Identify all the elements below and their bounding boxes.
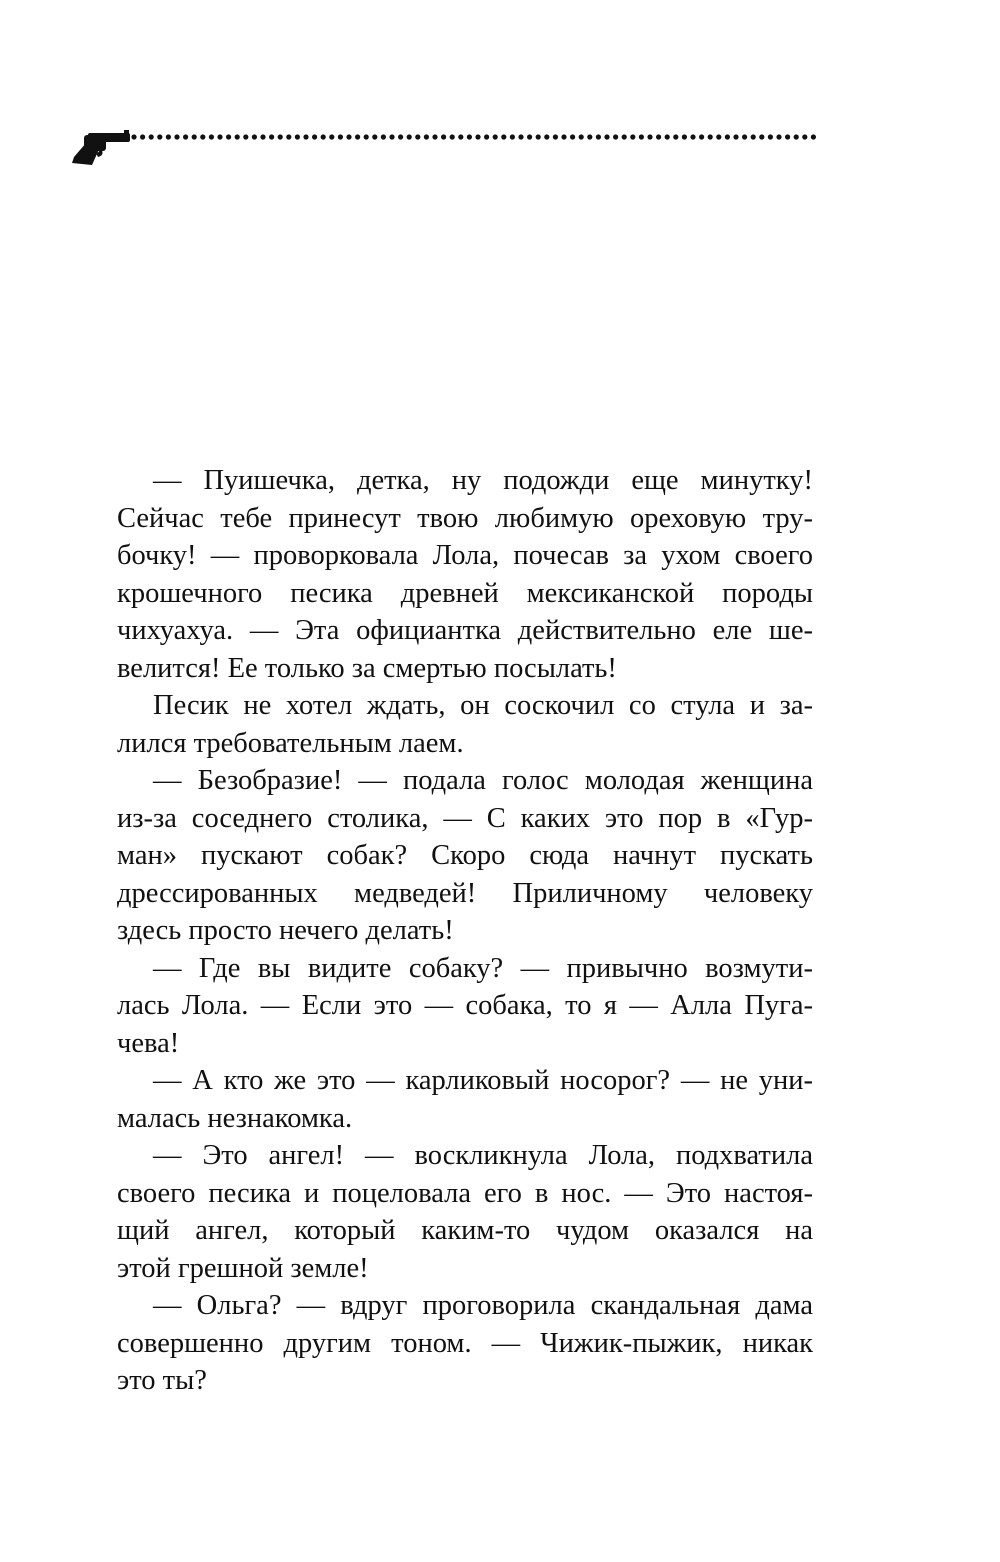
text-line: Сейчас тебе принесут твою любимую ореховую тру- xyxy=(117,502,813,534)
text-line: этой грешной земле! xyxy=(117,1252,369,1284)
text-line: своего песика и поцеловала его в нос. — Это настоя- xyxy=(117,1177,813,1209)
rule-dot xyxy=(742,134,747,139)
rule-dot xyxy=(286,134,291,139)
rule-dot xyxy=(467,134,472,139)
rule-dot xyxy=(587,134,592,139)
rule-dot xyxy=(759,134,764,139)
rule-dot xyxy=(811,134,816,139)
rule-dot xyxy=(673,134,678,139)
rule-dot xyxy=(475,134,480,139)
rule-dot xyxy=(424,134,429,139)
rule-dot xyxy=(656,134,661,139)
text-line: совершенно другим тоном. — Чижик-пыжик, никак xyxy=(117,1327,813,1359)
rule-dot xyxy=(372,134,377,139)
rule-dot xyxy=(690,134,695,139)
text-line: — Это ангел! — воскликнула Лола, подхватила xyxy=(153,1140,813,1171)
text-line: — Пуишечка, детка, ну подожди еще минутку! xyxy=(153,465,813,496)
rule-dot xyxy=(303,134,308,139)
text-line: велится! Ее только за смертью посылать! xyxy=(117,652,617,684)
rule-dot xyxy=(579,134,584,139)
rule-dot xyxy=(639,134,644,139)
rule-dot xyxy=(647,134,652,139)
text-line: чева! xyxy=(117,1027,180,1059)
page-text xyxy=(117,462,813,1400)
rule-dot xyxy=(209,134,214,139)
rule-dot xyxy=(536,134,541,139)
rule-dot xyxy=(217,134,222,139)
rule-dot xyxy=(338,134,343,139)
text-line: — Ольга? — вдруг проговорила скандальная дама xyxy=(153,1290,813,1321)
rule-dot xyxy=(751,134,756,139)
rule-dot xyxy=(501,134,506,139)
rule-dot xyxy=(510,134,515,139)
rule-dot xyxy=(407,134,412,139)
rule-dot xyxy=(157,134,162,139)
text-line: бочку! — проворковала Лола, почесав за ухом своего xyxy=(117,540,813,571)
header-ornament xyxy=(70,125,830,169)
rule-dot xyxy=(553,134,558,139)
text-line: лась Лола. — Если это — собака, то я — Алла Пуга- xyxy=(117,990,813,1021)
rule-dot xyxy=(561,134,566,139)
rule-dot xyxy=(493,134,498,139)
rule-dot xyxy=(192,134,197,139)
rule-dot xyxy=(415,134,420,139)
rule-dot xyxy=(518,134,523,139)
rule-dot xyxy=(140,134,145,139)
rule-dot xyxy=(346,134,351,139)
text-line: это ты? xyxy=(117,1365,207,1396)
dotted-rule xyxy=(131,134,816,139)
rule-dot xyxy=(295,134,300,139)
rule-dot xyxy=(527,134,532,139)
text-line: щий ангел, который каким-то чудом оказался на xyxy=(117,1215,813,1246)
rule-dot xyxy=(432,134,437,139)
rule-dot xyxy=(398,134,403,139)
rule-dot xyxy=(278,134,283,139)
rule-dot xyxy=(226,134,231,139)
rule-dot xyxy=(682,134,687,139)
rule-dot xyxy=(544,134,549,139)
text-line: — А кто же это — карликовый носорог? — не уни- xyxy=(153,1065,813,1096)
rule-dot xyxy=(725,134,730,139)
rule-dot xyxy=(776,134,781,139)
rule-dot xyxy=(183,134,188,139)
rule-dot xyxy=(794,134,799,139)
text-line: крошечного песика древней мексиканской породы xyxy=(117,577,813,609)
rule-dot xyxy=(768,134,773,139)
rule-dot xyxy=(450,134,455,139)
rule-dot xyxy=(708,134,713,139)
rule-dot xyxy=(699,134,704,139)
rule-dot xyxy=(381,134,386,139)
text-line: малась незнакомка. xyxy=(117,1102,353,1134)
rule-dot xyxy=(613,134,618,139)
rule-dot xyxy=(665,134,670,139)
text-line: — Где вы видите собаку? — привычно возмути- xyxy=(153,952,813,984)
rule-dot xyxy=(733,134,738,139)
rule-dot xyxy=(149,134,154,139)
text-line: из-за соседнего столика, — С каких это пор в «Гур- xyxy=(117,802,813,834)
rule-dot xyxy=(329,134,334,139)
rule-dot xyxy=(441,134,446,139)
rule-dot xyxy=(364,134,369,139)
rule-dot xyxy=(630,134,635,139)
rule-dot xyxy=(174,134,179,139)
revolver-icon xyxy=(72,130,130,165)
text-line: — Безобразие! — подала голос молодая женщина xyxy=(153,765,813,796)
rule-dot xyxy=(243,134,248,139)
rule-dot xyxy=(785,134,790,139)
text-line: лился требовательным лаем. xyxy=(117,727,464,759)
rule-dot xyxy=(355,134,360,139)
rule-dot xyxy=(604,134,609,139)
rule-dot xyxy=(235,134,240,139)
rule-dot xyxy=(252,134,257,139)
rule-dot xyxy=(166,134,171,139)
rule-dot xyxy=(622,134,627,139)
rule-dot xyxy=(321,134,326,139)
rule-dot xyxy=(596,134,601,139)
text-line: ман» пускают собак? Скоро сюда начнут пускать xyxy=(117,840,813,871)
rule-dot xyxy=(260,134,265,139)
rule-dot xyxy=(570,134,575,139)
rule-dot xyxy=(312,134,317,139)
rule-dot xyxy=(458,134,463,139)
rule-dot xyxy=(802,134,807,139)
rule-dot xyxy=(716,134,721,139)
rule-dot xyxy=(131,134,136,139)
text-line: чихуахуа. — Эта официантка действительно еле ше- xyxy=(117,615,813,646)
rule-dot xyxy=(484,134,489,139)
rule-dot xyxy=(200,134,205,139)
rule-dot xyxy=(389,134,394,139)
text-line: дрессированных медведей! Приличному человеку xyxy=(117,877,813,909)
rule-dot xyxy=(269,134,274,139)
text-line: здесь просто нечего делать! xyxy=(117,915,454,946)
text-line: Песик не хотел ждать, он соскочил со стула и за- xyxy=(153,690,813,721)
